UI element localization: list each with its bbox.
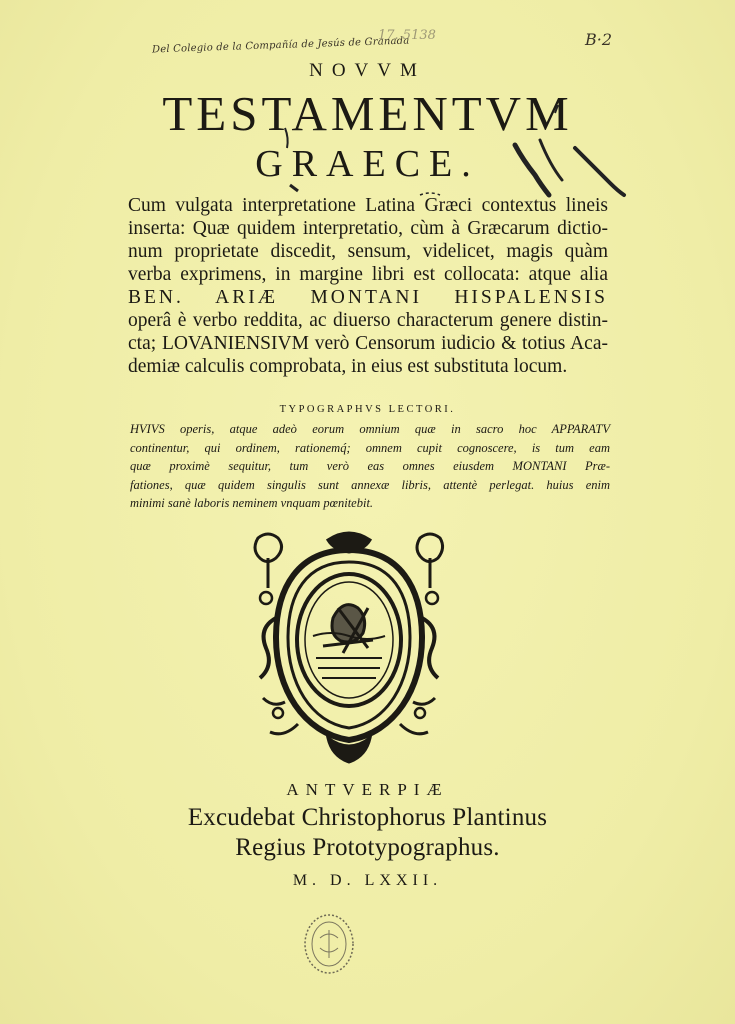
description-line: verba exprimens, in margine libri est collocata: atque alia xyxy=(128,264,608,285)
description-line: operâ è verbo reddita, ac diuerso characterum genere distin- xyxy=(128,310,608,331)
imprint-date: M. D. LXXII. xyxy=(292,872,443,889)
description-line: Cum vulgata interpretatione Latina Græci contextus lineis xyxy=(128,195,608,216)
faint-shelf-number: 17. 5138 xyxy=(378,28,436,43)
description-block xyxy=(128,194,608,378)
typographus-note xyxy=(130,420,610,513)
library-stamp-icon xyxy=(302,912,356,976)
description-line: demiæ calculis comprobata, in eius est substituta locum. xyxy=(128,356,568,377)
description-line: inserta: Quæ quidem interpretatio, cùm à Græcarum dictio- xyxy=(128,218,608,239)
description-line: num proprietate discedit, sensum, videlicet, magis quàm xyxy=(128,241,608,262)
typographus-line: fationes, quæ quidem singulis sunt annexæ libris, attentè perlegat. huius enim xyxy=(130,477,610,492)
title-line-testamentum: TESTAMENTVM xyxy=(162,86,573,141)
imprint-printer: Excudebat Christophorus Plantinus xyxy=(187,804,548,831)
shelf-mark: B·2 xyxy=(585,30,613,49)
typographus-heading: TYPOGRAPHVS LECTORI. xyxy=(279,404,456,415)
typographus-line: quæ proximè sequitur, tum verò eas omnes eiusdem MONTANI Præ- xyxy=(130,459,610,473)
printers-device-icon xyxy=(238,528,460,768)
title-line-graece: GRAECE. xyxy=(255,143,480,185)
description-line: cta; LOVANIENSIVM verò Censorum iudicio & totius Aca- xyxy=(128,333,608,354)
typographus-line: minimi sanè laboris neminem vnquam pœnitebit. xyxy=(130,496,374,510)
typographus-line: continentur, qui ordinem, rationemq́; omnem cupit cognoscere, is tum eam xyxy=(130,440,610,455)
imprint-printer-title: Regius Prototypographus. xyxy=(235,834,500,861)
imprint-city: ANTVERPIÆ xyxy=(286,780,449,799)
typographus-line: HVIVS operis, atque adeò eorum omnium quæ in sacro hoc APPARATV xyxy=(130,422,610,436)
title-line-novum: NOVVM xyxy=(309,60,426,81)
provenance-inscription: Del Colegio de la Compañía de Jesús de Granada xyxy=(151,35,410,56)
description-line-author: BEN. ARIÆ MONTANI HISPALENSIS xyxy=(128,287,608,308)
